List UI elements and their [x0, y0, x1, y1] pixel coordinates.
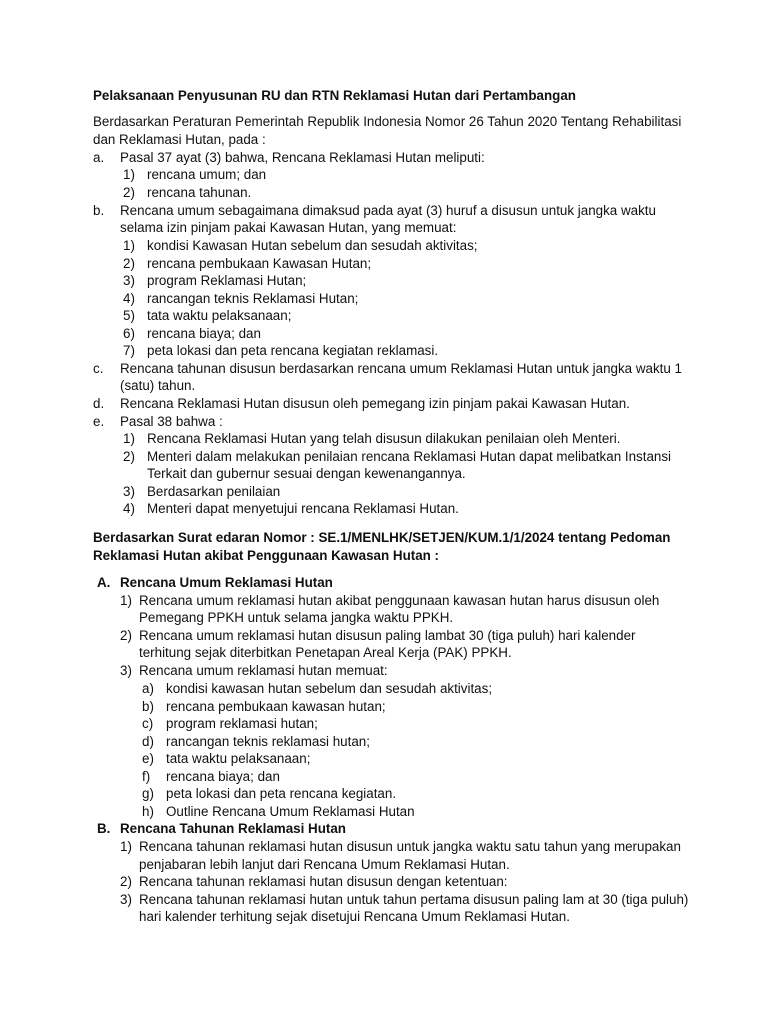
list-marker: 2): [123, 185, 135, 200]
list-text: rancangan teknis Reklamasi Hutan;: [147, 291, 359, 306]
list-text-continuation: terhitung sejak diterbitkan Penetapan Areal Kerja (PAK) PPKH.: [139, 645, 512, 660]
list-marker: a.: [93, 150, 105, 165]
list-text: Rencana umum sebagaimana dimaksud pada ayat (3) huruf a disusun untuk jangka waktu: [120, 203, 656, 218]
list-marker: 6): [123, 326, 135, 341]
list-text: tata waktu pelaksanaan;: [166, 751, 311, 766]
list-text: program reklamasi hutan;: [166, 716, 318, 731]
list-text: rencana biaya; dan: [147, 326, 261, 341]
list-marker: 4): [123, 501, 135, 516]
list-text: Pasal 37 ayat (3) bahwa, Rencana Reklamasi Hutan meliputi:: [120, 150, 485, 165]
list-marker: 1): [123, 238, 135, 253]
list-text: Rencana tahunan reklamasi hutan disusun untuk jangka waktu satu tahun yang merupakan: [139, 839, 681, 854]
list-text: Rencana umum reklamasi hutan akibat penggunaan kawasan hutan harus disusun oleh: [139, 593, 660, 608]
list-text-continuation: (satu) tahun.: [120, 378, 196, 393]
list-text: Pasal 38 bahwa :: [120, 414, 223, 429]
list-marker: 3): [120, 663, 132, 678]
list-marker: 3): [123, 273, 135, 288]
list-marker: c.: [93, 361, 104, 376]
list-text: peta lokasi dan peta rencana kegiatan.: [166, 786, 397, 801]
list-marker: 3): [120, 892, 132, 907]
list-marker: d.: [93, 396, 105, 411]
list-marker: e): [142, 751, 154, 766]
list-text: Rencana tahunan reklamasi hutan untuk tahun pertama disusun paling lam at 30 (tiga puluh): [139, 892, 689, 907]
list-marker: b): [142, 699, 154, 714]
list-text: rencana pembukaan Kawasan Hutan;: [147, 256, 372, 271]
list-marker: 2): [120, 628, 132, 643]
list-marker: h): [142, 804, 154, 819]
list-text: Menteri dapat menyetujui rencana Reklamasi Hutan.: [147, 501, 459, 516]
intro-line-2: dan Reklamasi Hutan, pada :: [93, 132, 266, 147]
list-text: rencana pembukaan kawasan hutan;: [166, 699, 386, 714]
list-text: Rencana tahunan reklamasi hutan disusun dengan ketentuan:: [139, 874, 508, 889]
list-text: Rencana umum reklamasi hutan memuat:: [139, 663, 388, 678]
list-marker: f): [142, 769, 151, 784]
list-text: program Reklamasi Hutan;: [147, 273, 307, 288]
list-text: Rencana umum reklamasi hutan disusun paling lambat 30 (tiga puluh) hari kalender: [139, 628, 636, 643]
list-text: Outline Rencana Umum Reklamasi Hutan: [166, 804, 415, 819]
list-text: kondisi Kawasan Hutan sebelum dan sesudah aktivitas;: [147, 238, 478, 253]
list-text-continuation: Terkait dan gubernur sesuai dengan kewenangannya.: [147, 466, 466, 481]
list-marker: e.: [93, 414, 105, 429]
list-text: Rencana Reklamasi Hutan disusun oleh pemegang izin pinjam pakai Kawasan Hutan.: [120, 396, 630, 411]
section-title: Rencana Tahunan Reklamasi Hutan: [120, 821, 346, 836]
list-marker: d): [142, 734, 154, 749]
list-marker: 3): [123, 484, 135, 499]
se-heading-line-1: Berdasarkan Surat edaran Nomor : SE.1/MENLHK/SETJEN/KUM.1/1/2024 tentang Pedoman: [93, 530, 671, 545]
list-marker: 2): [123, 449, 135, 464]
list-marker: 1): [123, 167, 135, 182]
section-title: Rencana Umum Reklamasi Hutan: [120, 575, 333, 590]
list-text: Rencana tahunan disusun berdasarkan rencana umum Reklamasi Hutan untuk jangka waktu 1: [120, 361, 683, 376]
list-text-continuation: selama izin pinjam pakai Kawasan Hutan, yang memuat:: [120, 220, 457, 235]
list-text-continuation: penjabaran lebih lanjut dari Rencana Umum Reklamasi Hutan.: [139, 857, 510, 872]
list-marker: c): [142, 716, 154, 731]
list-text: rancangan teknis reklamasi hutan;: [166, 734, 370, 749]
list-text: tata waktu pelaksanaan;: [147, 308, 292, 323]
list-marker: 2): [123, 256, 135, 271]
list-marker: 2): [120, 874, 132, 889]
section-marker: A.: [97, 575, 111, 590]
list-text: Rencana Reklamasi Hutan yang telah disusun dilakukan penilaian oleh Menteri.: [147, 431, 621, 446]
section-marker: B.: [97, 821, 111, 836]
document-title: Pelaksanaan Penyusunan RU dan RTN Reklamasi Hutan dari Pertambangan: [93, 88, 576, 103]
list-marker: b.: [93, 203, 105, 218]
list-marker: a): [142, 681, 154, 696]
list-marker: 4): [123, 291, 135, 306]
list-text: rencana biaya; dan: [166, 769, 280, 784]
list-marker: 5): [123, 308, 135, 323]
se-heading-line-2: Reklamasi Hutan akibat Penggunaan Kawasan Hutan :: [93, 548, 440, 563]
list-text: Menteri dalam melakukan penilaian rencana Reklamasi Hutan dapat melibatkan Instansi: [147, 449, 672, 464]
list-text-continuation: hari kalender terhitung sejak disetujui Rencana Umum Reklamasi Hutan.: [139, 909, 570, 924]
list-marker: g): [142, 786, 154, 801]
list-marker: 1): [120, 839, 132, 854]
list-text: rencana umum; dan: [147, 167, 267, 182]
list-text: peta lokasi dan peta rencana kegiatan reklamasi.: [147, 343, 439, 358]
list-text-continuation: Pemegang PPKH untuk selama jangka waktu PPKH.: [139, 610, 454, 625]
list-text: Berdasarkan penilaian: [147, 484, 281, 499]
list-marker: 7): [123, 343, 135, 358]
list-text: rencana tahunan.: [147, 185, 252, 200]
list-text: kondisi kawasan hutan sebelum dan sesudah aktivitas;: [166, 681, 493, 696]
list-marker: 1): [123, 431, 135, 446]
list-marker: 1): [120, 593, 132, 608]
intro-line-1: Berdasarkan Peraturan Pemerintah Republik Indonesia Nomor 26 Tahun 2020 Tentang Rehabilitasi: [93, 114, 682, 129]
